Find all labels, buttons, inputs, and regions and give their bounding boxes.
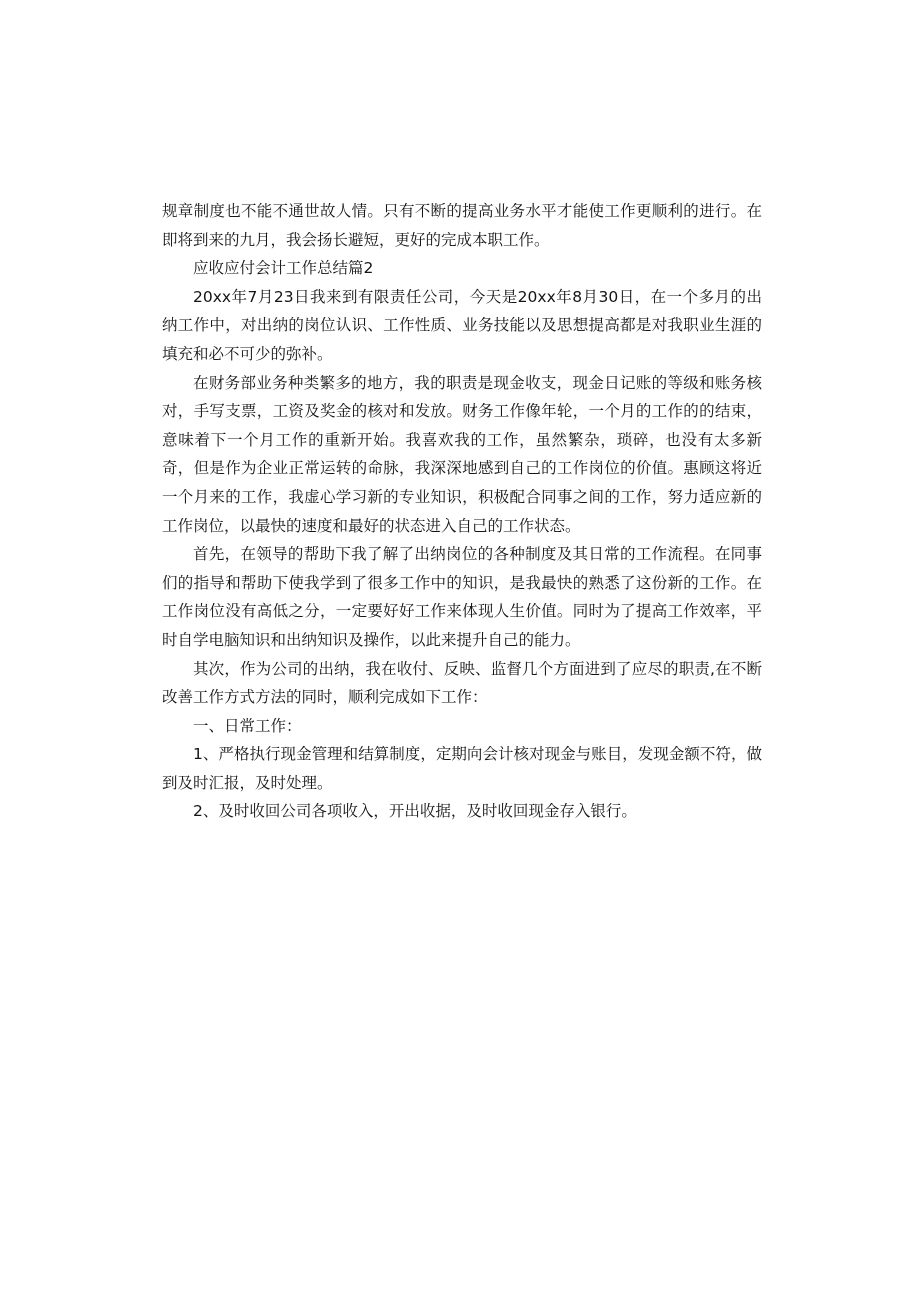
paragraph-second: 其次，作为公司的出纳，我在收付、反映、监督几个方面进到了应尽的职责,在不断改善工作方式方法的同时，顺利完成如下工作： <box>162 659 762 707</box>
list-item-1: 1、严格执行现金管理和结算制度，定期向会计核对现金与账目，发现金额不符，做到及时汇报，及时处理。 <box>162 745 762 792</box>
paragraph-continuation: 规章制度也不能不通世故人情。只有不断的提高业务水平才能使工作更顺利的进行。在即将到来的九月，我会扬长避短，更好的完成本职工作。 <box>162 202 762 249</box>
paragraph-intro: 20xx年7月23日我来到有限责任公司，今天是20xx年8月30日，在一个多月的出纳工作中，对出纳的岗位认识、工作性质、业务技能以及思想提高都是对我职业生涯的填充和必不可少的弥补。 <box>162 287 762 363</box>
paragraph-duties: 在财务部业务种类繁多的地方，我的职责是现金收支，现金日记账的等级和账务核对，手写支票，工资及奖金的核对和发放。财务工作像年轮，一个月的工作的的结束，意味着下一个月工作的重新开始。我喜欢我的工作，虽然繁杂，琐碎，也没有太多新奇，但是作为企业正常运转的命脉，我深深地感到自己的工作岗位的价值。惠顾这将近一个月来的工作，我虚心学习新的专业知识，积极配合同事之间的工作，努力适应新的工作岗位，以最快的速度和最好的状态进入自己的工作状态。 <box>162 373 762 535</box>
list-heading-daily-work: 一、日常工作： <box>193 716 302 735</box>
list-item-2: 2、及时收回公司各项收入，开出收据，及时收回现金存入银行。 <box>193 802 637 821</box>
document-page <box>162 197 762 826</box>
section-heading: 应收应付会计工作总结篇2 <box>193 259 374 278</box>
paragraph-first: 首先，在领导的帮助下我了解了出纳岗位的各种制度及其日常的工作流程。在同事们的指导和帮助下使我学到了很多工作中的知识，是我最快的熟悉了这份新的工作。在工作岗位没有高低之分，一定要好好工作来体现人生价值。同时为了提高工作效率，平时自学电脑知识和出纳知识及操作，以此来提升自己的能力。 <box>162 545 762 649</box>
